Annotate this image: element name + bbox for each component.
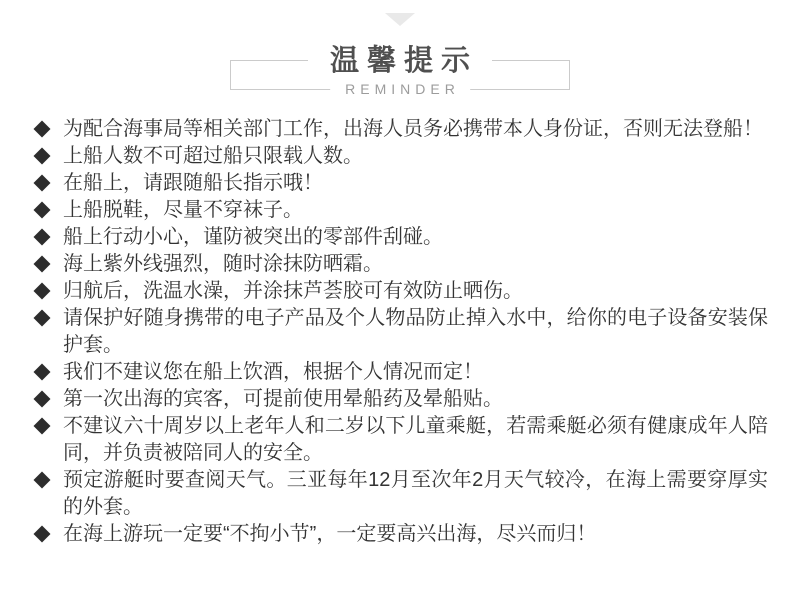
list-item-text: 上船脱鞋，尽量不穿袜子。: [63, 199, 303, 221]
diamond-bullet-icon: [34, 283, 51, 300]
list-item: [34, 116, 768, 143]
diamond-bullet-icon: [34, 202, 51, 219]
page-subtitle: REMINDER: [330, 80, 470, 99]
list-item: [34, 305, 768, 359]
down-triangle-icon: [385, 13, 415, 26]
list-item: [34, 521, 768, 548]
list-item-text: 归航后，洗温水澡，并涂抹芦荟胶可有效防止晒伤。: [63, 280, 523, 302]
diamond-bullet-icon: [34, 526, 51, 543]
list-item: [34, 278, 768, 305]
list-item: [34, 359, 768, 386]
list-item-text: 上船人数不可超过船只限载人数。: [63, 145, 363, 167]
diamond-bullet-icon: [34, 256, 51, 273]
list-item-text: 第一次出海的宾客，可提前使用晕船药及晕船贴。: [63, 388, 503, 410]
list-item: [34, 467, 768, 521]
list-item: [34, 170, 768, 197]
list-item-text: 请保护好随身携带的电子产品及个人物品防止掉入水中，给你的电子设备安装保护套。: [63, 307, 768, 356]
reminder-notice-page: [0, 13, 800, 596]
list-item: [34, 197, 768, 224]
page-title: 温馨提示: [308, 43, 492, 79]
list-item: [34, 386, 768, 413]
diamond-bullet-icon: [34, 364, 51, 381]
list-item-text: 不建议六十周岁以上老年人和二岁以下儿童乘艇，若需乘艇必须有健康成年人陪同，并负责被陪同人的安全。: [63, 415, 768, 464]
diamond-bullet-icon: [34, 175, 51, 192]
diamond-bullet-icon: [34, 418, 51, 435]
list-item-text: 在船上，请跟随船长指示哦！: [63, 172, 323, 194]
diamond-bullet-icon: [34, 391, 51, 408]
list-item: [34, 143, 768, 170]
list-item-text: 船上行动小心，谨防被突出的零部件刮碰。: [63, 226, 443, 248]
list-item-text: 我们不建议您在船上饮酒，根据个人情况而定！: [63, 361, 483, 383]
list-item: [34, 224, 768, 251]
diamond-bullet-icon: [34, 229, 51, 246]
diamond-bullet-icon: [34, 121, 51, 138]
diamond-bullet-icon: [34, 148, 51, 165]
diamond-bullet-icon: [34, 472, 51, 489]
list-item: [34, 413, 768, 467]
reminder-list: [34, 116, 768, 548]
list-item: [34, 251, 768, 278]
list-item-text: 海上紫外线强烈，随时涂抹防晒霜。: [63, 253, 383, 275]
list-item-text: 预定游艇时要查阅天气。三亚每年12月至次年2月天气较冷，在海上需要穿厚实的外套。: [63, 469, 768, 518]
diamond-bullet-icon: [34, 310, 51, 327]
list-item-text: 在海上游玩一定要“不拘小节”，一定要高兴出海，尽兴而归！: [63, 523, 597, 545]
list-item-text: 为配合海事局等相关部门工作，出海人员务必携带本人身份证，否则无法登船！: [63, 118, 763, 140]
section-header: [230, 45, 570, 97]
